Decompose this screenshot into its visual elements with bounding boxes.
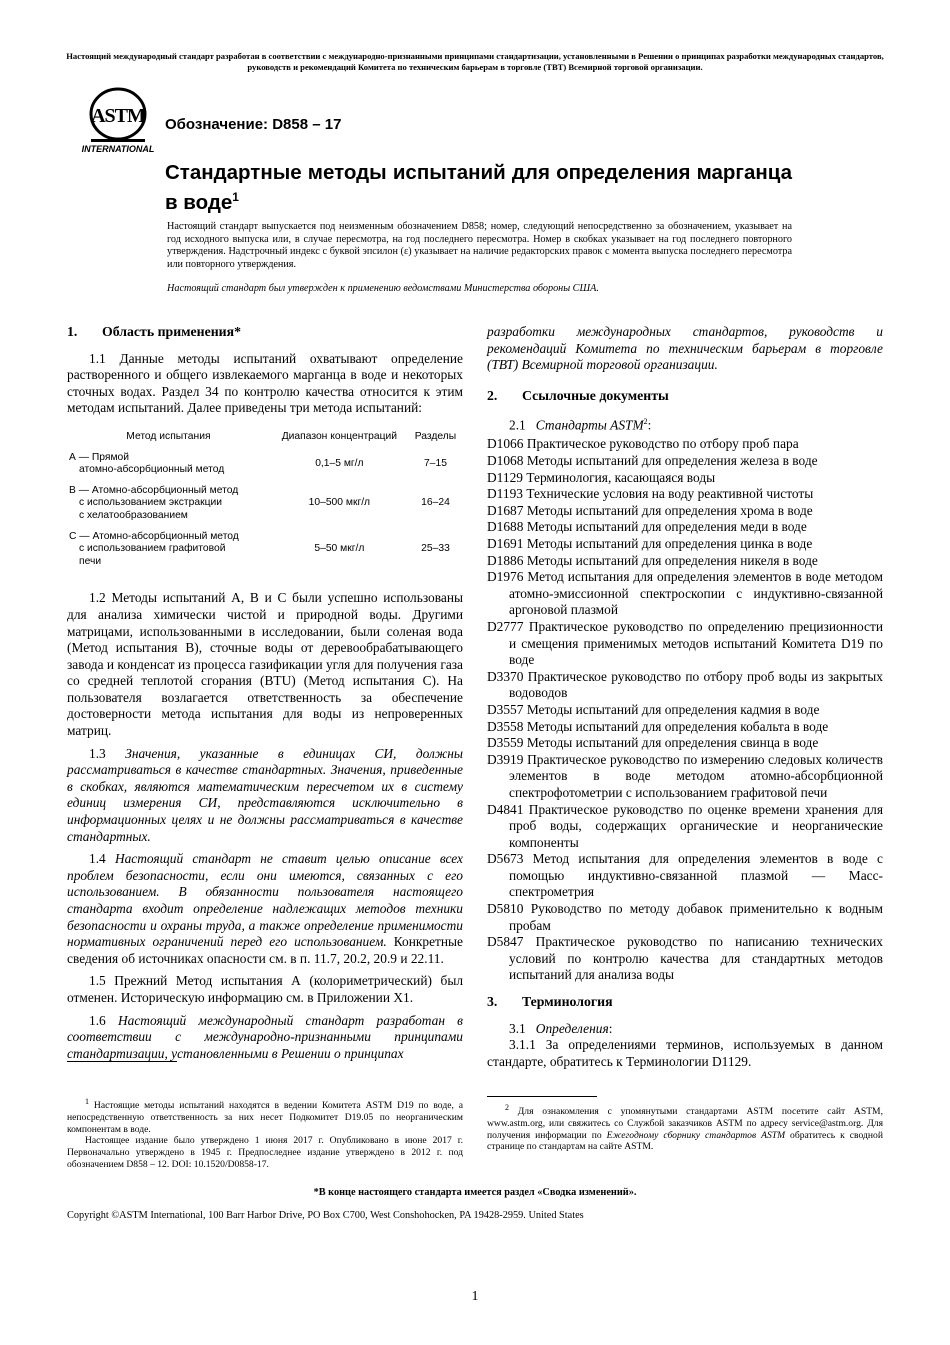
- ref-title: Практическое руководство по оценке времени хранения для проб воды, содержащих органические и неорганические компоненты: [509, 801, 883, 850]
- sections-cell: 16–24: [421, 497, 450, 509]
- ref-code: D1691: [487, 536, 524, 551]
- ref-code: D1687: [487, 502, 524, 518]
- para-1-3-num: 1.3: [89, 745, 106, 761]
- ref-title: Методы испытаний для определения хрома в воде: [526, 502, 813, 518]
- page-number: 1: [471, 1289, 479, 1304]
- col-header-method: Метод испытания: [126, 430, 211, 442]
- ref-code: D1066: [487, 436, 524, 452]
- ref-code: D2777: [487, 618, 524, 634]
- ref-code: D1068: [487, 453, 524, 469]
- ref-code: D3559: [487, 735, 524, 751]
- ref-code: D3558: [487, 718, 524, 734]
- methods-table: [67, 427, 462, 576]
- ref-code: D5810: [487, 901, 524, 917]
- ref-title: Метод испытания для определения элементов в воде с помощью индуктивно-связанной плазмой — Масс-спектрометрия: [509, 851, 883, 900]
- summary-note: *В конце настоящего стандарта имеется раздел «Сводка изменений».: [313, 1187, 637, 1198]
- section2-heading: [487, 388, 883, 405]
- list-item: [487, 934, 883, 984]
- subsection-2-1-num: 2.1: [509, 417, 526, 433]
- para-3-1-1: 3.1.1 За определениями терминов, используемых в данном стандарте, обратитесь к Терминологии D1129.: [487, 1037, 883, 1069]
- ref-title: Практическое руководство по определению прецизионности и смещения применимых методов испытаний Комитета D19 по воде: [509, 618, 883, 668]
- ref-code: D1976: [487, 569, 524, 585]
- para-1-6-num: 1.6: [89, 1012, 106, 1028]
- logo-subtext: INTERNATIONAL: [81, 144, 155, 154]
- ref-code: D1886: [487, 552, 524, 568]
- copyright: Copyright ©ASTM International, 100 Barr Harbor Drive, PO Box C700, West Conshohocken, PA 19428-2959. United States: [67, 1210, 584, 1221]
- section2-num: 2.: [487, 387, 498, 403]
- footnote-1: [67, 1096, 463, 1170]
- ref-title: Методы испытаний для определения кадмия в воде: [526, 701, 820, 717]
- section1-num: 1.: [67, 324, 78, 339]
- section3-title: Терминология: [522, 994, 613, 1010]
- para-1-4: [67, 851, 463, 967]
- footnote-1-a: [67, 1096, 463, 1135]
- method-line: атомно-абсорбционный метод: [79, 464, 225, 476]
- method-line: с использованием экстракции: [79, 497, 222, 509]
- list-item: [487, 752, 883, 802]
- dod-note: Настоящий стандарт был утвержден к применению ведомствами Министерства обороны США.: [167, 283, 599, 294]
- list-item: [487, 453, 883, 470]
- list-item: [487, 553, 883, 570]
- list-item: [487, 470, 883, 487]
- section1-heading: [67, 324, 463, 341]
- col-header-range: Диапазон концентраций: [281, 430, 398, 442]
- table-row: [67, 485, 462, 531]
- right-column: [487, 324, 883, 1076]
- range-cell: 10–500 мкг/л: [308, 497, 371, 509]
- page-title: [165, 160, 792, 215]
- ref-title: Методы испытаний для определения цинка в воде: [526, 536, 813, 551]
- footnote-2-b: обратитесь к сводной странице по стандартам на сайте ASTM.: [487, 1129, 883, 1153]
- left-column: [67, 324, 463, 1068]
- method-cell: [67, 531, 270, 577]
- ref-title: Руководство по методу добавок применительно к водным пробам: [509, 901, 883, 933]
- para-1-4-rest: Конкретные сведения об источниках опасности см. в п. 11.7, 20.2, 20.9 и 22.11.: [67, 934, 463, 966]
- method-line: С — Атомно-абсорбционный метод: [69, 530, 239, 542]
- ref-code: D5847: [487, 934, 524, 950]
- subsection-3-1-label: Определения: [535, 1020, 609, 1036]
- range-cell: 0,1–5 мг/л: [315, 457, 364, 469]
- list-item: [487, 569, 883, 619]
- section2-title: Ссылочные документы: [522, 387, 669, 403]
- ref-code: D1129: [487, 469, 523, 485]
- section1-title: Область применения*: [102, 324, 241, 339]
- ref-title: Методы испытаний для определения свинца в воде: [526, 735, 819, 751]
- ref-title: Практическое руководство по измерению следовых количеств элементов в воде методом атомно-абсорбционной спектрофотометрии с использованием графитовой печи: [509, 751, 883, 800]
- para-1-5: 1.5 Прежний Метод испытания А (колориметрический) был отменен. Историческую информацию см. в Приложении X1.: [67, 973, 463, 1005]
- footnote-1-b: Настоящее издание было утверждено 1 июня 2017 г. Опубликовано в июне 2017 г. Первоначально утверждено в 1945 г. Предпоследнее издание утверждено в 2012 г. под обозначением D858 – 12. DOI: 10.1520/D0858-17.: [67, 1135, 463, 1170]
- ref-title: Методы испытаний для определения кобальта в воде: [526, 718, 829, 734]
- section3-heading: [487, 994, 883, 1011]
- list-item: [487, 901, 883, 934]
- ref-title: Практическое руководство по написанию технических условий по контролю качества для стандартных методов испытаний для анализа воды: [509, 934, 883, 983]
- method-line: печи: [79, 555, 102, 567]
- ref-code: D3557: [487, 701, 524, 717]
- list-item: [487, 503, 883, 520]
- list-item: [487, 851, 883, 901]
- ref-title: Метод испытания для определения элементов в воде методом атомно-эмиссионной спектроскопии с индуктивно-связанной аргоновой плазмой: [509, 569, 883, 618]
- ref-code: D3370: [487, 668, 524, 684]
- title-text: Стандартные методы испытаний для определения марганца в воде: [165, 161, 792, 214]
- subsection-3-1-num: 3.1: [509, 1020, 526, 1036]
- ref-code: D3919: [487, 751, 524, 767]
- method-cell: [67, 485, 270, 531]
- subsection-2-1-label: Стандарты ASTM: [535, 417, 644, 433]
- list-item: [487, 486, 883, 503]
- footnote-rule-left: [67, 1061, 177, 1062]
- para-1-4-num: 1.4: [89, 851, 106, 867]
- footnote-mark-2: 2: [643, 417, 648, 427]
- method-line: В — Атомно-абсорбционный метод: [69, 484, 239, 496]
- list-item: [487, 536, 883, 553]
- para-1-3-text: Значения, указанные в единицах СИ, должны рассматриваться в качестве стандартных. Значения, приведенные в скобках, являются математическим пересчетом их в систему единиц измерения СИ, представляются исключительно в информационных целях и не должны рассматриваться в качестве стандартных.: [67, 745, 463, 844]
- para-1-3: [67, 746, 463, 846]
- ref-code: D1688: [487, 519, 524, 535]
- issue-note: Настоящий стандарт выпускается под неизменным обозначением D858; номер, следующий непосредственно за обозначением, указывает на год исходного выпуска или, в случае пересмотра, на год последнего пересмотра. Номер в скобках указывает на год последнего повторного утверждения. Надстрочный индекс с буквой эпсилон (ε) указывает на наличие редакторских правок с момента выпуска последнего пересмотра или повторного утверждения.: [167, 221, 792, 271]
- header-notice: Настоящий международный стандарт разработан в соответствии с международно-признанными принципами стандартизации, установленными в Решении о принципах разработки международных стандартов, руководств и рекомендаций Комитета по техническим барьерам в торговле (ТВТ) Всемирной торговой организации.: [66, 51, 884, 72]
- ref-title: Практическое руководство по отбору проб пара: [526, 436, 799, 452]
- footnote-1-mark: 1: [85, 1097, 89, 1106]
- table-row: [67, 452, 462, 485]
- ref-title: Методы испытаний для определения меди в воде: [526, 519, 807, 535]
- section3-num: 3.: [487, 994, 498, 1010]
- reference-list: [487, 436, 883, 984]
- para-1-1: 1.1 Данные методы испытаний охватывают определение растворенного и общего извлекаемого марганца в воде и некоторых сточных водах. Раздел 34 по контролю качества относится к этим методам испытаний. Далее приведены три метода испытаний:: [67, 350, 463, 416]
- footnote-2-mark: 2: [505, 1103, 509, 1112]
- ref-title: Технические условия на воду реактивной чистоты: [526, 486, 814, 502]
- list-item: [487, 802, 883, 852]
- footnote-2-text: [487, 1102, 883, 1153]
- subsection-2-1: 2.1 Стандарты ASTM$^2$:: [509, 417, 652, 433]
- list-item: [487, 719, 883, 736]
- footnote-1-a-text: Настоящие методы испытаний находятся в ведении Комитета ASTM D19 по воде, а непосредственную ответственность за них несет Подкомитет D19.05 по неорганическим компонентам в воде.: [67, 1100, 464, 1135]
- title-footnote-mark: 1: [232, 190, 239, 204]
- footnote-rule-right: [487, 1096, 597, 1097]
- designation: Обозначение: D858 – 17: [165, 116, 342, 133]
- ref-code: D5673: [487, 851, 524, 867]
- methods-table-header: [67, 427, 462, 452]
- col-header-sections: Разделы: [414, 430, 457, 442]
- para-1-4-italic: Настоящий стандарт не ставит целью описание всех проблем безопасности, если они имеются, связанных с его использованием. В обязанности пользователя настоящего стандарта входит определение надлежащих методов техники безопасности и охраны труда, а также определение применимости нормативных ограничений перед его использованием.: [67, 851, 463, 950]
- logo-text: ASTM: [91, 105, 145, 127]
- method-line: с использованием графитовой: [79, 543, 226, 555]
- list-item: [487, 735, 883, 752]
- para-1-2: 1.2 Методы испытаний А, В и С были успешно использованы для анализа химически чистой и природной воды. Другими матрицами, использованными в исследовании, были соленая вода (Метод испытания В), сточные воды от деревообрабатывающего завода и конденсат из процесса газификации угля для получения газа со средней теплотой сгорания (BTU) (Метод испытания С). На пользователя возлагается ответственность за обеспечение достоверности метода испытания для воды из непроверенных матриц.: [67, 590, 463, 739]
- list-item: [487, 436, 883, 453]
- list-item: [487, 669, 883, 702]
- footnote-2: [487, 1102, 883, 1153]
- list-item: [487, 619, 883, 669]
- table-row: [67, 531, 462, 577]
- para-1-6: [67, 1013, 463, 1063]
- footnote-2-italic: Ежегодному сборнику стандартов ASTM: [606, 1129, 786, 1141]
- ref-title: Практическое руководство по отбору проб воды из закрытых водоводов: [509, 668, 883, 701]
- footnote-2-a: Для ознакомления с упомянутыми стандартами ASTM посетите сайт ASTM, www.astm.org, или свяжитесь со Службой заказчиков ASTM по адресу service@astm.org. Для получения информации по: [487, 1106, 883, 1141]
- list-item: [487, 702, 883, 719]
- para-1-6-text: Настоящий международный стандарт разработан в соответствии с международно-признанными принципами стандартизации, установленными в Решении о принципах: [67, 1012, 463, 1061]
- method-line: А — Прямой: [69, 451, 130, 463]
- sections-cell: 25–33: [421, 543, 450, 555]
- ref-code: D1193: [487, 486, 523, 502]
- ref-title: Методы испытаний для определения никеля в воде: [526, 552, 818, 568]
- sections-cell: 7–15: [424, 457, 447, 469]
- ref-title: Терминология, касающаяся воды: [526, 469, 716, 485]
- range-cell: 5–50 мкг/л: [314, 543, 365, 555]
- ref-code: D4841: [487, 801, 524, 817]
- list-item: [487, 519, 883, 536]
- method-line: с хелатообразованием: [79, 509, 188, 521]
- astm-logo: [77, 86, 159, 154]
- method-cell: [67, 452, 270, 485]
- ref-title: Методы испытаний для определения железа в воде: [526, 453, 818, 469]
- subsection-3-1: 3.1 Определения:: [509, 1020, 613, 1036]
- para-1-6-continued: разработки международных стандартов, руководств и рекомендаций Комитета по техническим барьерам в торговле (ТВТ) Всемирной торговой организации.: [487, 324, 883, 373]
